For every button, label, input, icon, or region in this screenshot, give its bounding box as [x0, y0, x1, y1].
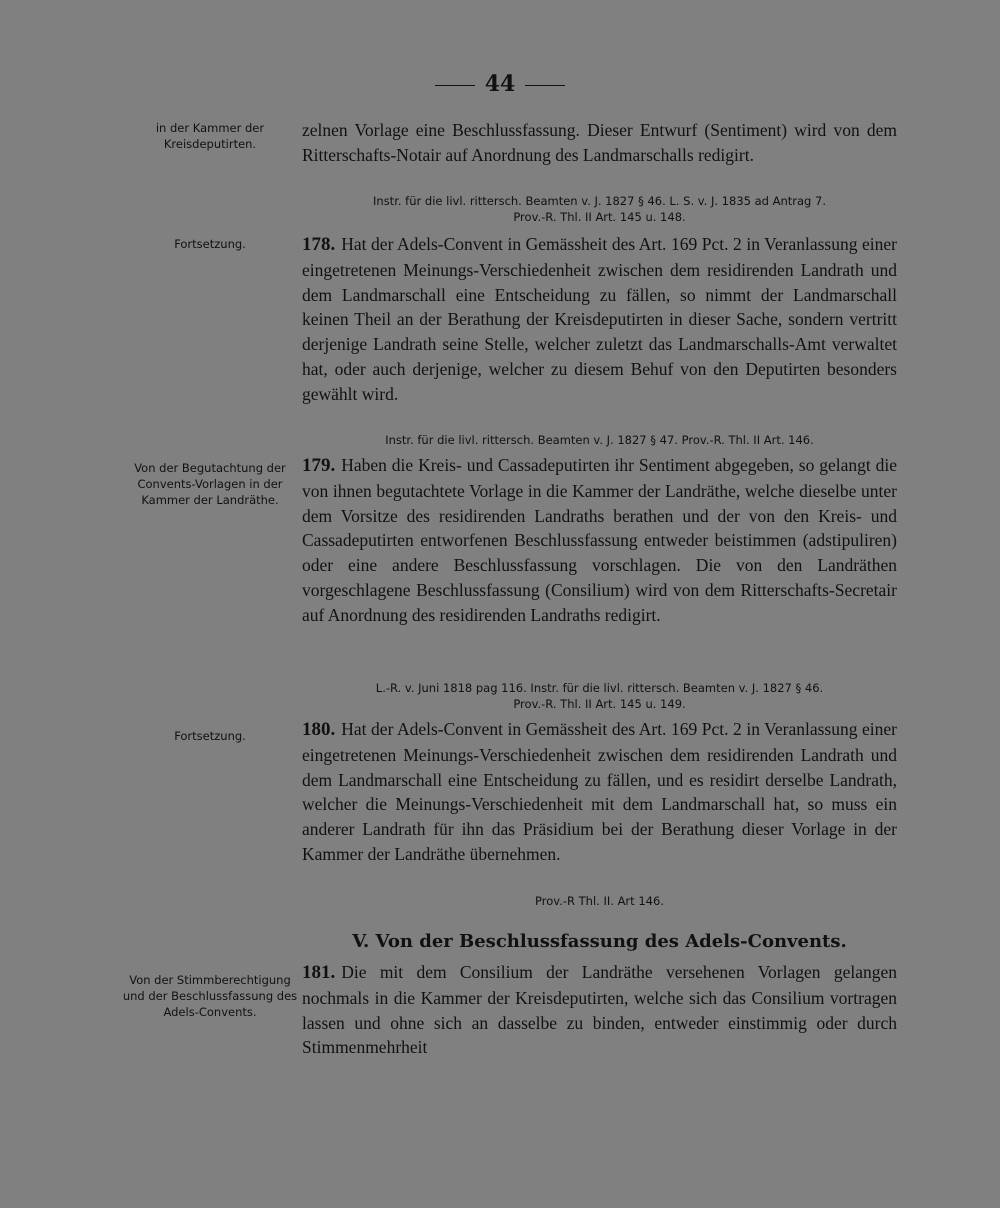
margin-note-fortsetzung-1: Fortsetzung. — [174, 237, 246, 251]
paragraph-180 — [302, 717, 897, 867]
citation-179-2: Prov.-R. Thl. II Art. 145 u. 149. — [513, 697, 686, 711]
page-number-value: 44 — [484, 71, 516, 97]
paragraph-178-text: Hat der Adels-Convent in Gemässheit des Art. 169 Pct. 2 in Veranlassung einer eingetretenen Meinungs-Verschiedenheit zwischen dem residirenden Landrath und dem Landmarschall eine Entscheidung zu fällen, so nimmt der Landmarschall keinen Theil an der Berathung der Kreisdeputirten in dieser Sache, sondern vertritt derjenige Landrath seine Stelle, welcher zuletzt das Landmarschalls-Amt verwaltet hat, oder auch derjenige, welcher zu diesem Behuf von den Deputirten besonders gewählt wird. — [302, 234, 897, 404]
margin-note-kammer-kreisdeputirten: in der Kammer der Kreisdeputirten. — [155, 121, 265, 151]
paragraph-179 — [302, 453, 897, 628]
paragraph-181 — [302, 960, 897, 1060]
paragraph-continuation: zelnen Vorlage eine Beschlussfassung. Dieser Entwurf (Sentiment) wird von dem Ritterschafts-Notair auf Anordnung des Landmarschalls redigirt. — [302, 120, 897, 165]
citation-continuation-2: Prov.-R. Thl. II Art. 145 u. 148. — [513, 210, 686, 224]
paragraph-179-text: Haben die Kreis- und Cassadeputirten ihr Sentiment abgegeben, so gelangt die von ihnen begutachtete Vorlage in die Kammer der Landräthe, welche dieselbe unter dem Vorsitze des residirenden Landraths berathen und der von den Kreis- und Cassadeputirten entworfenen Beschlussfassung entweder beistimmen (adstipuliren) oder eine andere Beschlussfassung vorschlagen. Die von den Landräthen vorgeschlagene Beschlussfassung (Consilium) wird von dem Ritterschafts-Secretair auf Anordnung des residirenden Landraths redigirt. — [302, 455, 897, 625]
paragraph-178 — [302, 232, 897, 407]
citation-178: Instr. für die livl. rittersch. Beamten v. J. 1827 § 47. Prov.-R. Thl. II Art. 146. — [385, 433, 814, 447]
paragraph-181-text: Die mit dem Consilium der Landräthe versehenen Vorlagen gelangen nochmals in die Kammer der Kreisdeputirten, welche sich das Consilium vortragen lassen und ohne sich an dasselbe zu binden, entweder einstimmig oder durch Stimmenmehrheit — [302, 962, 897, 1058]
margin-note-fortsetzung-2: Fortsetzung. — [174, 729, 246, 743]
page-number — [0, 72, 1000, 96]
section-heading: V. Von der Beschlussfassung des Adels-Convents. — [352, 931, 847, 952]
page-number-dash-left — [435, 85, 475, 86]
paragraph-180-text: Hat der Adels-Convent in Gemässheit des Art. 169 Pct. 2 in Veranlassung einer eingetretenen Meinungs-Verschiedenheit zwischen dem residirenden Landrath und dem Landmarschall eine Entscheidung zu fällen, und es residirt derselbe Landrath, welcher die Meinungs-Verschiedenheit mit dem Landmarschall hat, so muss ein anderer Landrath für ihn das Präsidium bei der Berathung dieser Vorlage in der Kammer der Landräthe übernehmen. — [302, 719, 897, 864]
citation-continuation-1: Instr. für die livl. rittersch. Beamten v. J. 1827 § 46. L. S. v. J. 1835 ad Antrag 7. — [373, 194, 826, 208]
paragraph-number-180: 180. — [302, 719, 336, 740]
page-number-dash-right — [525, 85, 565, 86]
paragraph-number-179: 179. — [302, 455, 336, 476]
margin-note-stimmberechtigung: Von der Stimmberechtigung und der Beschlussfassung des Adels-Convents. — [122, 973, 298, 1019]
paragraph-number-181: 181. — [302, 962, 336, 983]
citation-180: Prov.-R Thl. II. Art 146. — [535, 894, 664, 908]
citation-179-1: L.-R. v. Juni 1818 pag 116. Instr. für die livl. rittersch. Beamten v. J. 1827 § 46. — [375, 681, 824, 695]
margin-note-begutachtung: Von der Begutachtung der Convents-Vorlagen in der Kammer der Landräthe. — [134, 461, 286, 507]
paragraph-number-178: 178. — [302, 234, 336, 255]
